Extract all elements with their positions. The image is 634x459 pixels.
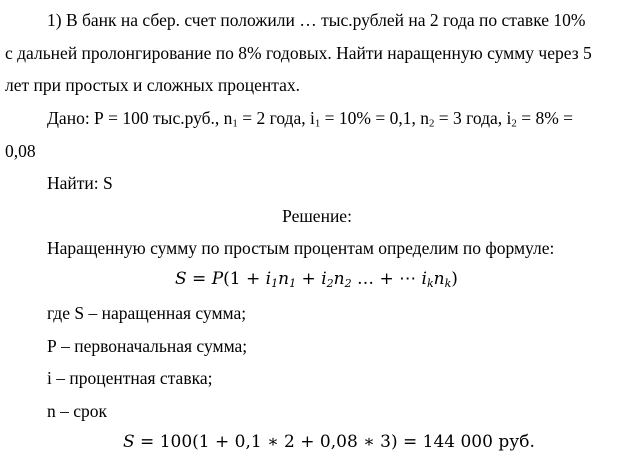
simple-interest-formula [175,267,458,291]
problem-line-3: лет при простых и сложных процентах. [5,75,300,95]
formula-i1: i [265,269,272,289]
formula-dots: … + ⋯ [351,269,422,289]
formula-s: S [175,269,187,289]
definition-p: Р – первоначальная сумма; [47,336,248,356]
n2-subscript: 2 [428,117,435,130]
formula-n1-sub: 1 [289,276,297,290]
problem-line-1: 1) В банк на сбер. счет положили … тыс.рублей на 2 года по ставке 10% [47,10,586,30]
find-line: Найти: S [47,173,113,193]
given-line [47,107,573,129]
formula-ik-sub: k [426,276,434,290]
definition-i: i – процентная ставка; [47,368,213,388]
given-part-5: = 8% = [516,108,574,128]
formula-n2: n [333,269,345,289]
formula-close: ) [451,269,458,289]
given-prefix: Дано: Р = 100 тыс.руб., n [47,108,233,128]
definition-n: n – срок [47,401,108,421]
formula-n1: n [278,269,290,289]
formula-p: P [211,269,224,289]
solution-intro: Наращенную сумму по простым процентам определим по формуле: [47,238,555,258]
formula-ik: i [421,269,427,289]
simple-interest-result: 𝑆 = 100(1 + 0,1 ∗ 2 + 0,08 ∗ 3) = 144 000 руб. [123,432,535,452]
formula-plus: + [296,269,322,289]
given-part-3: = 10% = 0,1, n [320,108,429,128]
formula-nk: n [433,269,445,289]
given-part-4: = 3 года, i [434,108,512,128]
formula-open: (1 + [223,269,266,289]
formula-eq: = [186,269,212,289]
formula-nk-sub: k [444,276,452,290]
formula-i1-sub: 1 [271,276,279,290]
i1-subscript: 1 [314,117,321,130]
problem-line-2 [5,42,627,64]
definition-s: где S – наращенная сумма; [47,303,247,323]
solution-heading: Решение: [282,206,352,226]
n1-subscript: 1 [232,117,238,130]
formula-i2: i [321,269,327,289]
problem-line-2-text: с дальней пролонгирование по 8% годовых. Найти наращенную сумму через 5 [5,43,592,63]
given-continuation: 0,08 [5,141,36,161]
formula-i2-sub: 2 [326,276,334,290]
i2-subscript: 2 [511,117,517,130]
formula-n2-sub: 2 [344,276,352,290]
given-part-2: = 2 года, i [237,108,315,128]
